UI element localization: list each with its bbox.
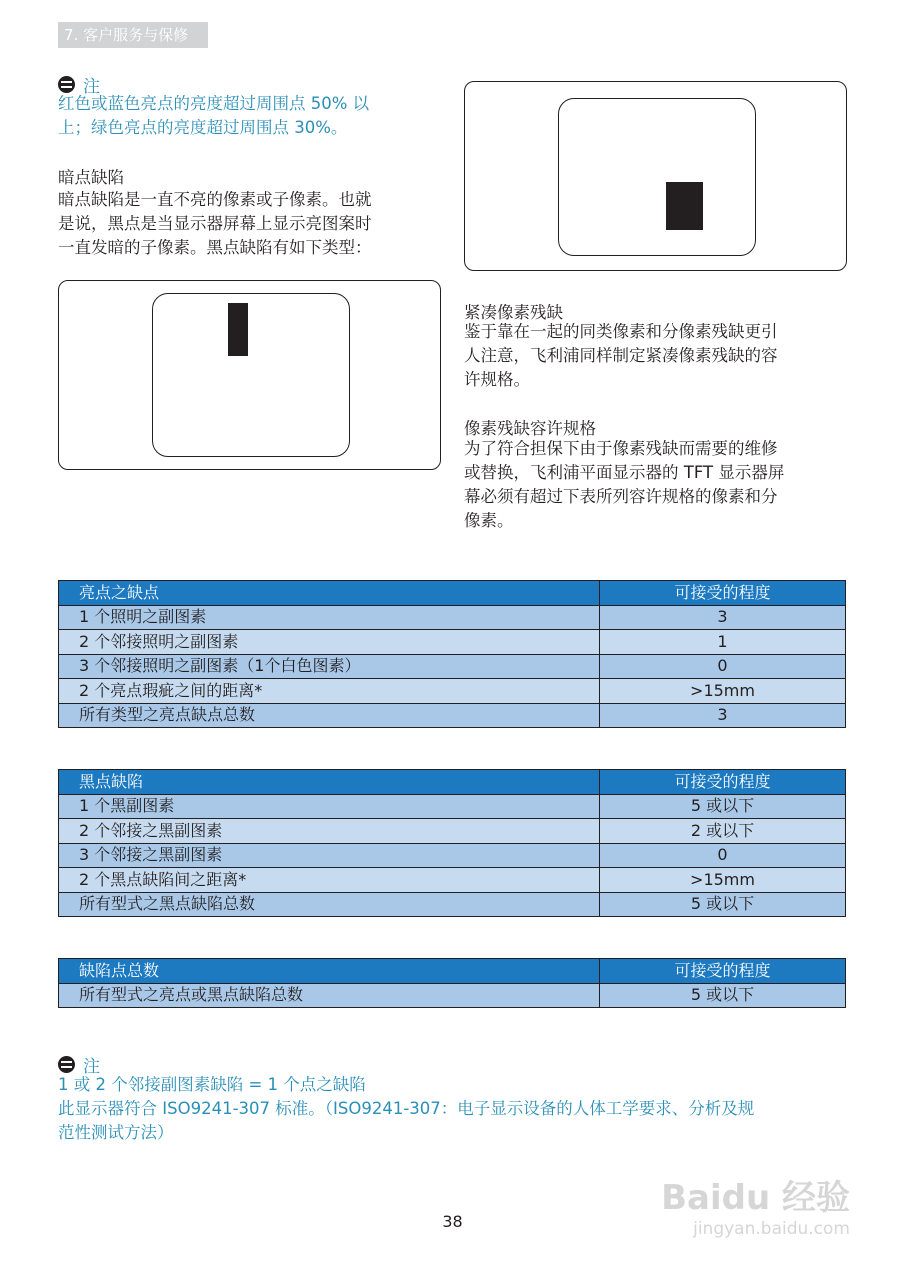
- dark-dot-table: [58, 769, 846, 917]
- column-header: 亮点之缺点: [59, 581, 600, 606]
- page-number: 38: [442, 1212, 463, 1231]
- note-line: 此显示器符合 ISO9241-307 标准。（ISO9241-307：电子显示设备的人体工学要求、分析及规: [58, 1099, 755, 1118]
- note-line: 范性测试方法）: [58, 1123, 174, 1142]
- proximity-text: [464, 320, 778, 392]
- text-line: 像素。: [464, 511, 514, 530]
- table-cell: 0: [600, 843, 846, 868]
- table-cell: 2 个邻接照明之副图素: [59, 630, 600, 655]
- table-cell: 2 个黑点缺陷间之距离*: [59, 868, 600, 893]
- section-header: 7. 客户服务与保修: [58, 22, 208, 48]
- note-title: 注: [83, 1057, 100, 1077]
- screen-outline: [558, 98, 756, 256]
- table-cell: 所有型式之亮点或黑点缺陷总数: [59, 983, 600, 1008]
- column-header: 缺陷点总数: [59, 959, 600, 984]
- dark-dot-heading: 暗点缺陷: [58, 168, 124, 187]
- table-cell: 5 或以下: [600, 983, 846, 1008]
- table-cell: 3 个邻接照明之副图素（1个白色图素）: [59, 654, 600, 679]
- bright-dot-table: [58, 580, 846, 728]
- watermark-text: Baidu 经验: [661, 1178, 850, 1218]
- note-title: 注: [83, 77, 100, 97]
- column-header: 可接受的程度: [600, 581, 846, 606]
- total-defects-table: [58, 958, 846, 1008]
- note-icon: [58, 1056, 75, 1073]
- table-cell: 3 个邻接之黑副图素: [59, 843, 600, 868]
- table-cell: >15mm: [600, 868, 846, 893]
- table-cell: 1: [600, 630, 846, 655]
- watermark-url: jingyan.baidu.com: [693, 1219, 850, 1239]
- text-line: 鉴于靠在一起的同类像素和分像素残缺更引: [464, 322, 778, 341]
- text-line: 许规格。: [464, 370, 530, 389]
- table-cell: 2 个亮点瑕疵之间的距离*: [59, 679, 600, 704]
- note-line: 红色或蓝色亮点的亮度超过周围点 50% 以: [58, 94, 370, 113]
- table-cell: 2 个邻接之黑副图素: [59, 819, 600, 844]
- text-line: 幕必须有超过下表所列容许规格的像素和分: [464, 487, 778, 506]
- tolerance-text: [464, 437, 784, 533]
- bright-dot-illustration: [464, 81, 847, 271]
- note-text: [58, 1073, 754, 1145]
- note-line: 1 或 2 个邻接副图素缺陷 = 1 个点之缺陷: [58, 1075, 366, 1094]
- text-line: 是说，黑点是当显示器屏幕上显示亮图案时: [58, 214, 372, 233]
- note-icon: [58, 76, 75, 93]
- table-cell: 5 或以下: [600, 794, 846, 819]
- table-cell: 2 或以下: [600, 819, 846, 844]
- table-cell: >15mm: [600, 679, 846, 704]
- table-cell: 1 个照明之副图素: [59, 605, 600, 630]
- text-line: 为了符合担保下由于像素残缺而需要的维修: [464, 439, 778, 458]
- text-line: 人注意，飞利浦同样制定紧凑像素残缺的容: [464, 346, 778, 365]
- table-cell: 3: [600, 703, 846, 728]
- proximity-heading: 紧凑像素残缺: [464, 303, 563, 322]
- note-line: 上；绿色亮点的亮度超过周围点 30%。: [58, 118, 348, 137]
- text-line: 暗点缺陷是一直不亮的像素或子像素。也就: [58, 190, 372, 209]
- dark-subpixel: [666, 182, 703, 230]
- column-header: 可接受的程度: [600, 770, 846, 795]
- column-header: 可接受的程度: [600, 959, 846, 984]
- table-cell: 所有型式之黑点缺陷总数: [59, 892, 600, 917]
- dark-dot-text: [58, 188, 372, 260]
- dark-subpixel: [228, 303, 248, 356]
- screen-outline: [152, 293, 350, 457]
- tolerance-heading: 像素残缺容许规格: [464, 419, 596, 438]
- text-line: 或替换，飞利浦平面显示器的 TFT 显示器屏: [464, 463, 785, 482]
- table-cell: 所有类型之亮点缺点总数: [59, 703, 600, 728]
- text-line: 一直发暗的子像素。黑点缺陷有如下类型：: [58, 238, 372, 257]
- table-cell: 3: [600, 605, 846, 630]
- dark-dot-illustration: [58, 280, 441, 470]
- note-text: [58, 92, 369, 140]
- table-cell: 5 或以下: [600, 892, 846, 917]
- table-cell: 0: [600, 654, 846, 679]
- column-header: 黑点缺陷: [59, 770, 600, 795]
- table-cell: 1 个黑副图素: [59, 794, 600, 819]
